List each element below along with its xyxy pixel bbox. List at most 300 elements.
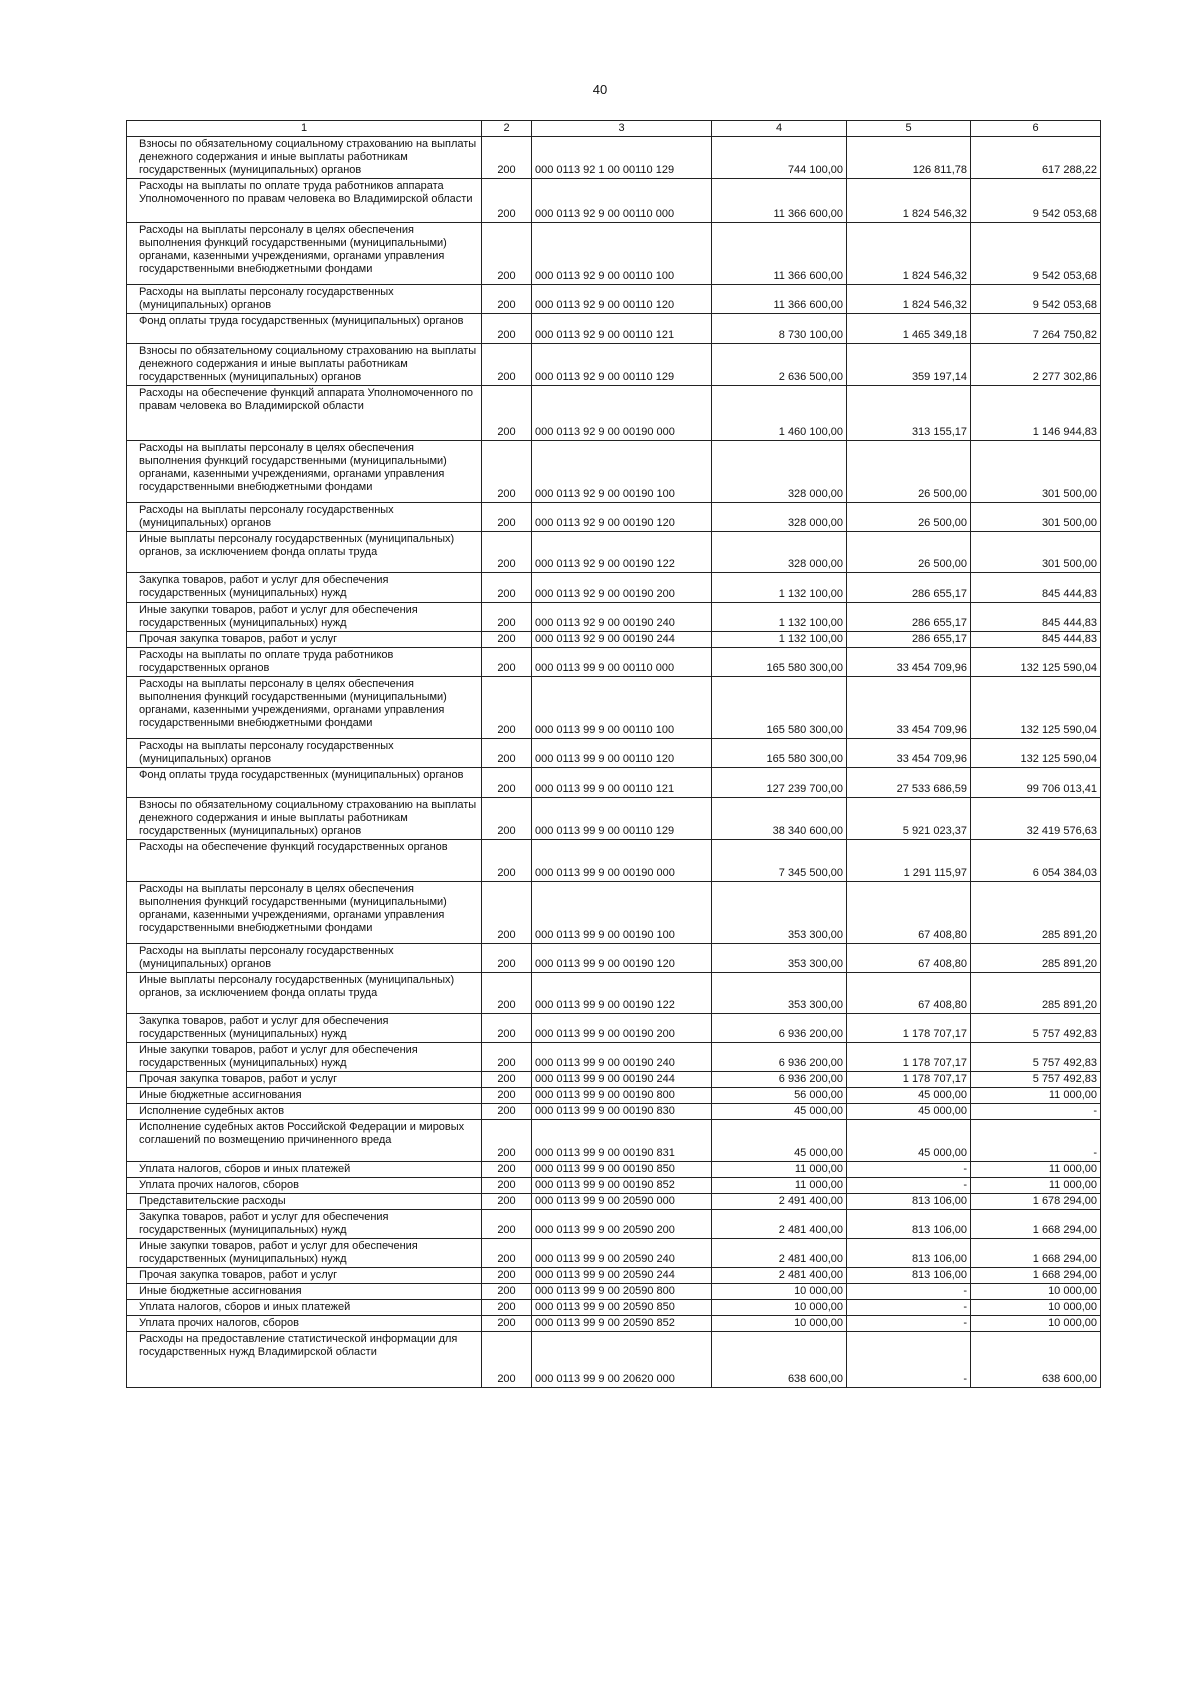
row-code: 000 0113 99 9 00 00190 850 — [532, 1162, 712, 1178]
row-value-4: 353 300,00 — [712, 973, 847, 1014]
row-col2: 200 — [482, 386, 532, 441]
row-col2: 200 — [482, 739, 532, 768]
table-row — [127, 1194, 1101, 1210]
row-name-text: Уплата налогов, сборов и иных платежей — [139, 1301, 351, 1313]
row-code: 000 0113 99 9 00 00190 120 — [532, 944, 712, 973]
row-value-5: 813 106,00 — [847, 1194, 971, 1210]
row-value-4: 8 730 100,00 — [712, 314, 847, 344]
row-value-4: 638 600,00 — [712, 1332, 847, 1388]
row-code: 000 0113 92 9 00 00110 100 — [532, 223, 712, 285]
row-name — [127, 739, 482, 768]
table-row — [127, 223, 1101, 285]
row-col2: 200 — [482, 344, 532, 386]
row-code: 000 0113 99 9 00 00190 244 — [532, 1072, 712, 1088]
row-value-6: 11 000,00 — [971, 1162, 1101, 1178]
row-name — [127, 285, 482, 314]
row-value-6: 132 125 590,04 — [971, 677, 1101, 739]
table-row — [127, 503, 1101, 532]
row-value-4: 11 000,00 — [712, 1178, 847, 1194]
row-value-5: 1 178 707,17 — [847, 1072, 971, 1088]
table-row — [127, 944, 1101, 973]
table-row — [127, 1162, 1101, 1178]
row-code: 000 0113 99 9 00 20620 000 — [532, 1332, 712, 1388]
row-value-5: 33 454 709,96 — [847, 648, 971, 677]
row-value-5: 1 824 546,32 — [847, 223, 971, 285]
row-name — [127, 603, 482, 632]
row-code: 000 0113 99 9 00 00190 830 — [532, 1104, 712, 1120]
row-col2: 200 — [482, 1120, 532, 1162]
row-name — [127, 386, 482, 441]
row-value-6: 5 757 492,83 — [971, 1014, 1101, 1043]
row-value-6: 32 419 576,63 — [971, 798, 1101, 840]
row-name — [127, 677, 482, 739]
row-name-text: Расходы на выплаты по оплате труда работников аппарата Уполномоченного по правам человека во Владимирской области — [139, 180, 473, 205]
table-row — [127, 648, 1101, 677]
row-name — [127, 1332, 482, 1388]
row-value-6: 1 146 944,83 — [971, 386, 1101, 441]
row-name-text: Иные закупки товаров, работ и услуг для обеспечения государственных (муниципальных) нужд — [139, 1240, 418, 1265]
table-row — [127, 882, 1101, 944]
row-col2: 200 — [482, 1239, 532, 1268]
row-value-6: 301 500,00 — [971, 441, 1101, 503]
row-value-6: 1 668 294,00 — [971, 1239, 1101, 1268]
row-value-6: 6 054 384,03 — [971, 840, 1101, 882]
row-col2: 200 — [482, 944, 532, 973]
table-row — [127, 1284, 1101, 1300]
row-code: 000 0113 99 9 00 00110 100 — [532, 677, 712, 739]
row-name-text: Уплата прочих налогов, сборов — [139, 1317, 299, 1329]
row-value-4: 328 000,00 — [712, 532, 847, 573]
row-name — [127, 1043, 482, 1072]
row-value-4: 1 460 100,00 — [712, 386, 847, 441]
row-value-6: 132 125 590,04 — [971, 648, 1101, 677]
table-row — [127, 1043, 1101, 1072]
row-name — [127, 1316, 482, 1332]
row-name — [127, 1014, 482, 1043]
row-value-4: 56 000,00 — [712, 1088, 847, 1104]
row-name-text: Иные закупки товаров, работ и услуг для обеспечения государственных (муниципальных) нужд — [139, 1044, 418, 1069]
row-col2: 200 — [482, 1178, 532, 1194]
row-value-5: 26 500,00 — [847, 441, 971, 503]
row-col2: 200 — [482, 1088, 532, 1104]
row-name-text: Взносы по обязательному социальному страхованию на выплаты денежного содержания и иные выплаты работникам государственных (муниципальных) органов — [139, 799, 477, 837]
row-code: 000 0113 99 9 00 20590 200 — [532, 1210, 712, 1239]
row-name — [127, 840, 482, 882]
table-row — [127, 1300, 1101, 1316]
row-code: 000 0113 92 9 00 00110 000 — [532, 179, 712, 223]
row-name — [127, 1162, 482, 1178]
row-code: 000 0113 99 9 00 00190 831 — [532, 1120, 712, 1162]
table-row — [127, 179, 1101, 223]
row-col2: 200 — [482, 1284, 532, 1300]
row-value-5: 26 500,00 — [847, 532, 971, 573]
row-name — [127, 1104, 482, 1120]
row-col2: 200 — [482, 1268, 532, 1284]
row-name — [127, 648, 482, 677]
row-name-text: Исполнение судебных актов Российской Федерации и мировых соглашений по возмещению причиненного вреда — [139, 1121, 465, 1146]
table-row — [127, 840, 1101, 882]
row-name-text: Закупка товаров, работ и услуг для обеспечения государственных (муниципальных) нужд — [139, 1015, 389, 1040]
column-number-6: 6 — [971, 121, 1101, 137]
column-number-3: 3 — [532, 121, 712, 137]
row-value-6: 845 444,83 — [971, 603, 1101, 632]
row-value-5: - — [847, 1178, 971, 1194]
table-row — [127, 677, 1101, 739]
row-name-text: Иные выплаты персоналу государственных (муниципальных) органов, за исключением фонда оплаты труда — [139, 533, 455, 558]
row-name-text: Расходы на выплаты по оплате труда работников государственных органов — [139, 649, 394, 674]
row-value-4: 2 481 400,00 — [712, 1239, 847, 1268]
row-name — [127, 573, 482, 603]
row-code: 000 0113 99 9 00 00190 852 — [532, 1178, 712, 1194]
table-row — [127, 739, 1101, 768]
row-col2: 200 — [482, 1316, 532, 1332]
table-row — [127, 603, 1101, 632]
row-name-text: Расходы на обеспечение функций аппарата Уполномоченного по правам человека во Владимирской области — [139, 387, 474, 412]
row-code: 000 0113 99 9 00 00110 000 — [532, 648, 712, 677]
row-name-text: Расходы на выплаты персоналу в целях обеспечения выполнения функций государственными (муниципальными) органами, казенными учреждениями, органами управления государственными внебюджетными фондами — [139, 678, 447, 729]
column-number-5: 5 — [847, 121, 971, 137]
row-value-4: 45 000,00 — [712, 1120, 847, 1162]
row-value-6: 9 542 053,68 — [971, 179, 1101, 223]
row-name-text: Прочая закупка товаров, работ и услуг — [139, 633, 338, 645]
row-name-text: Уплата прочих налогов, сборов — [139, 1179, 299, 1191]
row-col2: 200 — [482, 137, 532, 179]
row-value-4: 45 000,00 — [712, 1104, 847, 1120]
row-col2: 200 — [482, 973, 532, 1014]
column-number-4: 4 — [712, 121, 847, 137]
row-value-4: 2 481 400,00 — [712, 1268, 847, 1284]
row-value-5: 45 000,00 — [847, 1120, 971, 1162]
row-value-5: 286 655,17 — [847, 603, 971, 632]
row-value-4: 165 580 300,00 — [712, 648, 847, 677]
table-row — [127, 632, 1101, 648]
row-name-text: Иные выплаты персоналу государственных (муниципальных) органов, за исключением фонда оплаты труда — [139, 974, 455, 999]
row-value-6: 1 668 294,00 — [971, 1268, 1101, 1284]
row-name-text: Взносы по обязательному социальному страхованию на выплаты денежного содержания и иные выплаты работникам государственных (муниципальных) органов — [139, 345, 477, 383]
row-col2: 200 — [482, 314, 532, 344]
row-code: 000 0113 99 9 00 00190 800 — [532, 1088, 712, 1104]
table-row — [127, 137, 1101, 179]
row-value-5: 45 000,00 — [847, 1088, 971, 1104]
row-name-text: Иные закупки товаров, работ и услуг для обеспечения государственных (муниципальных) нужд — [139, 604, 418, 629]
row-code: 000 0113 99 9 00 00110 121 — [532, 768, 712, 798]
row-value-5: - — [847, 1300, 971, 1316]
row-col2: 200 — [482, 179, 532, 223]
table-row — [127, 573, 1101, 603]
row-value-4: 7 345 500,00 — [712, 840, 847, 882]
row-name-text: Расходы на выплаты персоналу в целях обеспечения выполнения функций государственными (муниципальными) органами, казенными учреждениями, органами управления государственными внебюджетными фондами — [139, 883, 447, 934]
row-name — [127, 1210, 482, 1239]
row-name — [127, 137, 482, 179]
row-name — [127, 882, 482, 944]
table-body — [127, 137, 1101, 1388]
row-col2: 200 — [482, 1043, 532, 1072]
row-code: 000 0113 92 9 00 00110 121 — [532, 314, 712, 344]
row-col2: 200 — [482, 1014, 532, 1043]
row-value-5: 33 454 709,96 — [847, 739, 971, 768]
table-row — [127, 1332, 1101, 1388]
row-value-6: 99 706 013,41 — [971, 768, 1101, 798]
row-value-6: 301 500,00 — [971, 503, 1101, 532]
row-name — [127, 441, 482, 503]
row-code: 000 0113 92 9 00 00190 240 — [532, 603, 712, 632]
row-value-5: 67 408,80 — [847, 973, 971, 1014]
row-col2: 200 — [482, 223, 532, 285]
table-row — [127, 1268, 1101, 1284]
row-value-5: 813 106,00 — [847, 1210, 971, 1239]
row-code: 000 0113 92 9 00 00110 120 — [532, 285, 712, 314]
row-value-4: 11 366 600,00 — [712, 285, 847, 314]
table-row — [127, 1120, 1101, 1162]
row-code: 000 0113 92 9 00 00190 200 — [532, 573, 712, 603]
row-col2: 200 — [482, 573, 532, 603]
row-name-text: Уплата налогов, сборов и иных платежей — [139, 1163, 351, 1175]
row-value-4: 11 000,00 — [712, 1162, 847, 1178]
row-value-4: 127 239 700,00 — [712, 768, 847, 798]
row-code: 000 0113 99 9 00 00110 120 — [532, 739, 712, 768]
row-value-6: 845 444,83 — [971, 632, 1101, 648]
row-code: 000 0113 99 9 00 00190 100 — [532, 882, 712, 944]
row-name-text: Исполнение судебных актов — [139, 1105, 285, 1117]
column-number-row — [127, 121, 1101, 137]
row-value-5: - — [847, 1316, 971, 1332]
row-value-4: 1 132 100,00 — [712, 573, 847, 603]
row-value-4: 6 936 200,00 — [712, 1014, 847, 1043]
row-value-4: 2 481 400,00 — [712, 1210, 847, 1239]
row-name — [127, 1194, 482, 1210]
row-code: 000 0113 92 9 00 00110 129 — [532, 344, 712, 386]
row-col2: 200 — [482, 882, 532, 944]
table-row — [127, 532, 1101, 573]
column-number-2: 2 — [482, 121, 532, 137]
row-value-6: 5 757 492,83 — [971, 1043, 1101, 1072]
row-name-text: Взносы по обязательному социальному страхованию на выплаты денежного содержания и иные выплаты работникам государственных (муниципальных) органов — [139, 138, 477, 176]
row-name-text: Расходы на выплаты персоналу государственных (муниципальных) органов — [139, 945, 394, 970]
row-name — [127, 632, 482, 648]
table-row — [127, 314, 1101, 344]
row-value-5: 27 533 686,59 — [847, 768, 971, 798]
row-name — [127, 503, 482, 532]
table-row — [127, 1316, 1101, 1332]
row-name-text: Расходы на выплаты персоналу в целях обеспечения выполнения функций государственными (муниципальными) органами, казенными учреждениями, органами управления государственными внебюджетными фондами — [139, 224, 447, 275]
row-value-5: 67 408,80 — [847, 882, 971, 944]
row-name-text: Прочая закупка товаров, работ и услуг — [139, 1269, 338, 1281]
row-name — [127, 1088, 482, 1104]
row-name — [127, 223, 482, 285]
row-name-text: Расходы на предоставление статистической информации для государственных нужд Владимирской области — [139, 1333, 458, 1358]
row-code: 000 0113 99 9 00 00190 200 — [532, 1014, 712, 1043]
row-value-6: - — [971, 1120, 1101, 1162]
row-col2: 200 — [482, 1194, 532, 1210]
row-col2: 200 — [482, 1210, 532, 1239]
row-name — [127, 1239, 482, 1268]
row-code: 000 0113 99 9 00 20590 800 — [532, 1284, 712, 1300]
row-value-6: 11 000,00 — [971, 1178, 1101, 1194]
row-value-5: 126 811,78 — [847, 137, 971, 179]
row-col2: 200 — [482, 1300, 532, 1316]
row-col2: 200 — [482, 1104, 532, 1120]
row-value-6: 9 542 053,68 — [971, 223, 1101, 285]
row-name — [127, 532, 482, 573]
row-value-6: 132 125 590,04 — [971, 739, 1101, 768]
row-col2: 200 — [482, 632, 532, 648]
row-value-5: 813 106,00 — [847, 1239, 971, 1268]
row-value-6: 11 000,00 — [971, 1088, 1101, 1104]
row-value-5: - — [847, 1332, 971, 1388]
row-value-4: 11 366 600,00 — [712, 223, 847, 285]
row-value-6: 285 891,20 — [971, 944, 1101, 973]
row-col2: 200 — [482, 603, 532, 632]
row-name-text: Иные бюджетные ассигнования — [139, 1089, 302, 1101]
row-value-4: 38 340 600,00 — [712, 798, 847, 840]
table-row — [127, 1072, 1101, 1088]
row-code: 000 0113 92 9 00 00190 244 — [532, 632, 712, 648]
row-code: 000 0113 99 9 00 20590 244 — [532, 1268, 712, 1284]
row-code: 000 0113 99 9 00 00190 000 — [532, 840, 712, 882]
table-row — [127, 1178, 1101, 1194]
row-name-text: Расходы на выплаты персоналу государственных (муниципальных) органов — [139, 740, 394, 765]
row-value-6: 9 542 053,68 — [971, 285, 1101, 314]
row-col2: 200 — [482, 1162, 532, 1178]
row-col2: 200 — [482, 1332, 532, 1388]
table-row — [127, 344, 1101, 386]
row-value-5: 5 921 023,37 — [847, 798, 971, 840]
budget-table — [126, 120, 1101, 1388]
column-number-1: 1 — [127, 121, 482, 137]
row-col2: 200 — [482, 503, 532, 532]
row-name-text: Иные бюджетные ассигнования — [139, 1285, 302, 1297]
row-value-6: 1 668 294,00 — [971, 1210, 1101, 1239]
row-col2: 200 — [482, 532, 532, 573]
row-col2: 200 — [482, 798, 532, 840]
row-value-6: 2 277 302,86 — [971, 344, 1101, 386]
row-code: 000 0113 92 9 00 00190 000 — [532, 386, 712, 441]
row-value-6: 10 000,00 — [971, 1284, 1101, 1300]
row-value-5: 67 408,80 — [847, 944, 971, 973]
table-row — [127, 1088, 1101, 1104]
row-code: 000 0113 92 9 00 00190 100 — [532, 441, 712, 503]
row-name-text: Расходы на выплаты персоналу государственных (муниципальных) органов — [139, 286, 394, 311]
row-name — [127, 179, 482, 223]
row-value-6: 301 500,00 — [971, 532, 1101, 573]
row-value-6: 5 757 492,83 — [971, 1072, 1101, 1088]
table-row — [127, 386, 1101, 441]
row-value-4: 1 132 100,00 — [712, 632, 847, 648]
row-name — [127, 1300, 482, 1316]
row-value-4: 165 580 300,00 — [712, 677, 847, 739]
table-row — [127, 285, 1101, 314]
table-row — [127, 441, 1101, 503]
row-value-6: 10 000,00 — [971, 1316, 1101, 1332]
table-row — [127, 1239, 1101, 1268]
row-value-6: 285 891,20 — [971, 882, 1101, 944]
row-name — [127, 344, 482, 386]
row-code: 000 0113 92 9 00 00190 120 — [532, 503, 712, 532]
row-value-5: 313 155,17 — [847, 386, 971, 441]
row-name-text: Фонд оплаты труда государственных (муниципальных) органов — [139, 769, 464, 781]
row-value-4: 11 366 600,00 — [712, 179, 847, 223]
row-value-6: 845 444,83 — [971, 573, 1101, 603]
row-code: 000 0113 92 9 00 00190 122 — [532, 532, 712, 573]
row-value-5: 26 500,00 — [847, 503, 971, 532]
row-value-5: 359 197,14 — [847, 344, 971, 386]
row-value-4: 6 936 200,00 — [712, 1072, 847, 1088]
row-name — [127, 944, 482, 973]
table-row — [127, 1104, 1101, 1120]
row-name — [127, 768, 482, 798]
table-row — [127, 768, 1101, 798]
row-col2: 200 — [482, 648, 532, 677]
row-name-text: Расходы на выплаты персоналу в целях обеспечения выполнения функций государственными (муниципальными) органами, казенными учреждениями, органами управления государственными внебюджетными фондами — [139, 442, 447, 493]
row-code: 000 0113 92 1 00 00110 129 — [532, 137, 712, 179]
page-number: 40 — [592, 82, 608, 97]
row-value-5: 1 291 115,97 — [847, 840, 971, 882]
row-code: 000 0113 99 9 00 00110 129 — [532, 798, 712, 840]
row-value-4: 10 000,00 — [712, 1284, 847, 1300]
row-code: 000 0113 99 9 00 20590 240 — [532, 1239, 712, 1268]
row-name-text: Прочая закупка товаров, работ и услуг — [139, 1073, 338, 1085]
table-row — [127, 973, 1101, 1014]
row-value-6: 10 000,00 — [971, 1300, 1101, 1316]
row-name — [127, 1284, 482, 1300]
row-value-4: 328 000,00 — [712, 441, 847, 503]
row-value-5: 1 465 349,18 — [847, 314, 971, 344]
row-value-5: 286 655,17 — [847, 632, 971, 648]
row-name-text: Представительские расходы — [139, 1195, 286, 1207]
row-value-4: 10 000,00 — [712, 1300, 847, 1316]
row-name — [127, 1268, 482, 1284]
row-name — [127, 314, 482, 344]
row-value-4: 353 300,00 — [712, 882, 847, 944]
row-name-text: Фонд оплаты труда государственных (муниципальных) органов — [139, 315, 464, 327]
row-value-6: 7 264 750,82 — [971, 314, 1101, 344]
row-value-4: 165 580 300,00 — [712, 739, 847, 768]
row-value-4: 10 000,00 — [712, 1316, 847, 1332]
row-value-4: 744 100,00 — [712, 137, 847, 179]
row-value-5: 1 178 707,17 — [847, 1014, 971, 1043]
row-name — [127, 1072, 482, 1088]
row-value-6: - — [971, 1104, 1101, 1120]
row-value-5: 45 000,00 — [847, 1104, 971, 1120]
table-row — [127, 1014, 1101, 1043]
row-col2: 200 — [482, 677, 532, 739]
row-code: 000 0113 99 9 00 20590 852 — [532, 1316, 712, 1332]
row-value-4: 353 300,00 — [712, 944, 847, 973]
row-value-6: 617 288,22 — [971, 137, 1101, 179]
row-value-4: 328 000,00 — [712, 503, 847, 532]
row-col2: 200 — [482, 285, 532, 314]
row-col2: 200 — [482, 840, 532, 882]
row-value-5: 1 824 546,32 — [847, 179, 971, 223]
row-value-5: 1 824 546,32 — [847, 285, 971, 314]
row-value-5: 1 178 707,17 — [847, 1043, 971, 1072]
row-value-5: - — [847, 1162, 971, 1178]
row-value-5: 286 655,17 — [847, 573, 971, 603]
row-name-text: Расходы на выплаты персоналу государственных (муниципальных) органов — [139, 504, 394, 529]
row-value-4: 6 936 200,00 — [712, 1043, 847, 1072]
row-col2: 200 — [482, 1072, 532, 1088]
row-value-6: 638 600,00 — [971, 1332, 1101, 1388]
row-value-4: 1 132 100,00 — [712, 603, 847, 632]
row-col2: 200 — [482, 441, 532, 503]
row-value-4: 2 636 500,00 — [712, 344, 847, 386]
row-name — [127, 1178, 482, 1194]
row-code: 000 0113 99 9 00 00190 240 — [532, 1043, 712, 1072]
row-code: 000 0113 99 9 00 00190 122 — [532, 973, 712, 1014]
row-value-6: 1 678 294,00 — [971, 1194, 1101, 1210]
table-row — [127, 798, 1101, 840]
row-value-5: 33 454 709,96 — [847, 677, 971, 739]
